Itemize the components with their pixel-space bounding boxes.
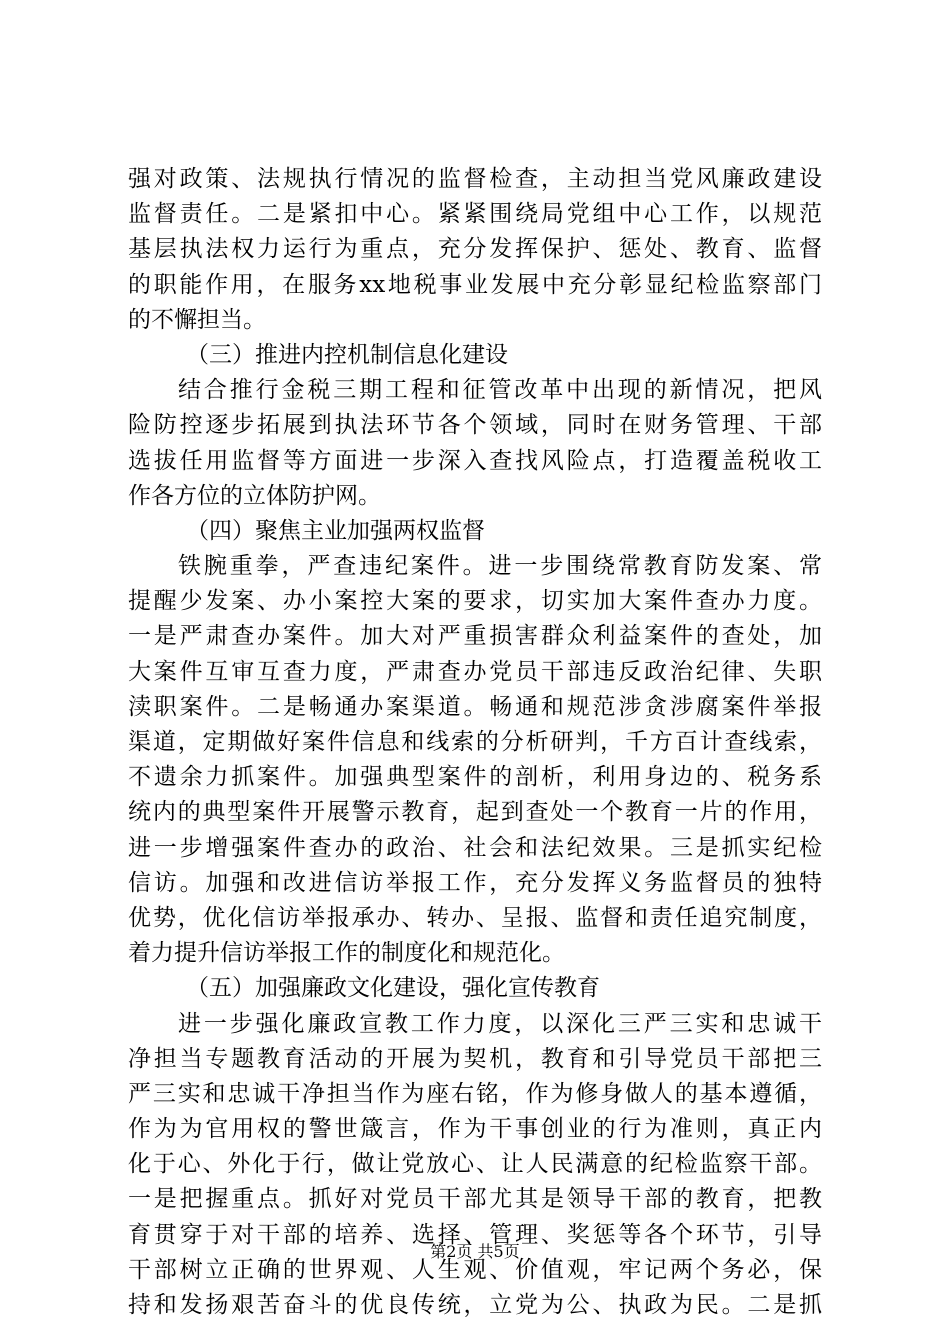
text-line: 铁腕重拳，严查违纪案件。进一步围绕常教育防发案、常 <box>178 553 822 580</box>
text-line: 着力提升信访举报工作的制度化和规范化。 <box>128 940 565 967</box>
text-line: 险防控逐步拓展到执法环节各个领域，同时在财务管理、干部 <box>128 412 822 439</box>
text-line: 的职能作用，在服务xx地税事业发展中充分彰显纪检监察部门 <box>128 271 822 298</box>
text-line: 信访。加强和改进信访举报工作，充分发挥义务监督员的独特 <box>128 869 822 896</box>
text-line: 渎职案件。二是畅通办案渠道。畅通和规范涉贪涉腐案件举报 <box>128 693 822 720</box>
document-body <box>128 162 822 1323</box>
text-line: 育贯穿于对干部的培养、选择、管理、奖惩等各个环节，引导 <box>128 1221 822 1248</box>
text-line: 化于心、外化于行，做让党放心、让人民满意的纪检监察干部。 <box>128 1151 822 1178</box>
text-line: 的不懈担当。 <box>128 306 266 333</box>
page-number-footer: 第2页 共5页 <box>430 1242 520 1261</box>
text-line: 基层执法权力运行为重点，充分发挥保护、惩处、教育、监督 <box>128 236 822 263</box>
text-line: 持和发扬艰苦奋斗的优良传统，立党为公、执政为民。二是抓 <box>128 1292 822 1318</box>
text-line: 统内的典型案件开展警示教育，起到查处一个教育一片的作用， <box>128 799 822 826</box>
text-line: 一是严肃查办案件。加大对严重损害群众利益案件的查处，加 <box>128 623 822 650</box>
text-line: 净担当专题教育活动的开展为契机，教育和引导党员干部把三 <box>128 1045 822 1072</box>
text-line: 优势，优化信访举报承办、转办、呈报、监督和责任追究制度， <box>128 904 822 931</box>
section-heading: （三）推进内控机制信息化建设 <box>186 341 508 368</box>
text-line: 选拔任用监督等方面进一步深入查找风险点，打造覆盖税收工 <box>128 447 822 474</box>
text-line: 强对政策、法规执行情况的监督检查，主动担当党风廉政建设 <box>128 166 822 192</box>
text-line: 一是把握重点。抓好对党员干部尤其是领导干部的教育，把教 <box>128 1186 822 1213</box>
text-line: 进一步增强案件查办的政治、社会和法纪效果。三是抓实纪检 <box>128 834 822 861</box>
text-line: 严三实和忠诚干净担当作为座右铭，作为修身做人的基本遵循， <box>128 1080 822 1107</box>
text-line: 作为为官用权的警世箴言，作为干事创业的行为准则，真正内 <box>128 1116 822 1143</box>
text-line: 监督责任。二是紧扣中心。紧紧围绕局党组中心工作，以规范 <box>128 201 822 228</box>
text-line: 作各方位的立体防护网。 <box>128 482 381 509</box>
text-line: 干部树立正确的世界观、人生观、价值观，牢记两个务必，保 <box>128 1256 822 1283</box>
text-line: 渠道，定期做好案件信息和线索的分析研判，千方百计查线索， <box>128 729 822 755</box>
text-line: 提醒少发案、办小案控大案的要求，切实加大案件查办力度。 <box>128 588 822 615</box>
text-line: 不遗余力抓案件。加强典型案件的剖析，利用身边的、税务系 <box>128 764 822 791</box>
text-line: 大案件互审互查力度，严肃查办党员干部违反政治纪律、失职 <box>128 658 822 685</box>
text-line: 进一步强化廉政宣教工作力度，以深化三严三实和忠诚干 <box>178 1010 822 1037</box>
section-heading: （五）加强廉政文化建设，强化宣传教育 <box>186 975 600 1002</box>
section-heading: （四）聚焦主业加强两权监督 <box>186 517 485 544</box>
text-line: 结合推行金税三期工程和征管改革中出现的新情况，把风 <box>178 377 822 404</box>
